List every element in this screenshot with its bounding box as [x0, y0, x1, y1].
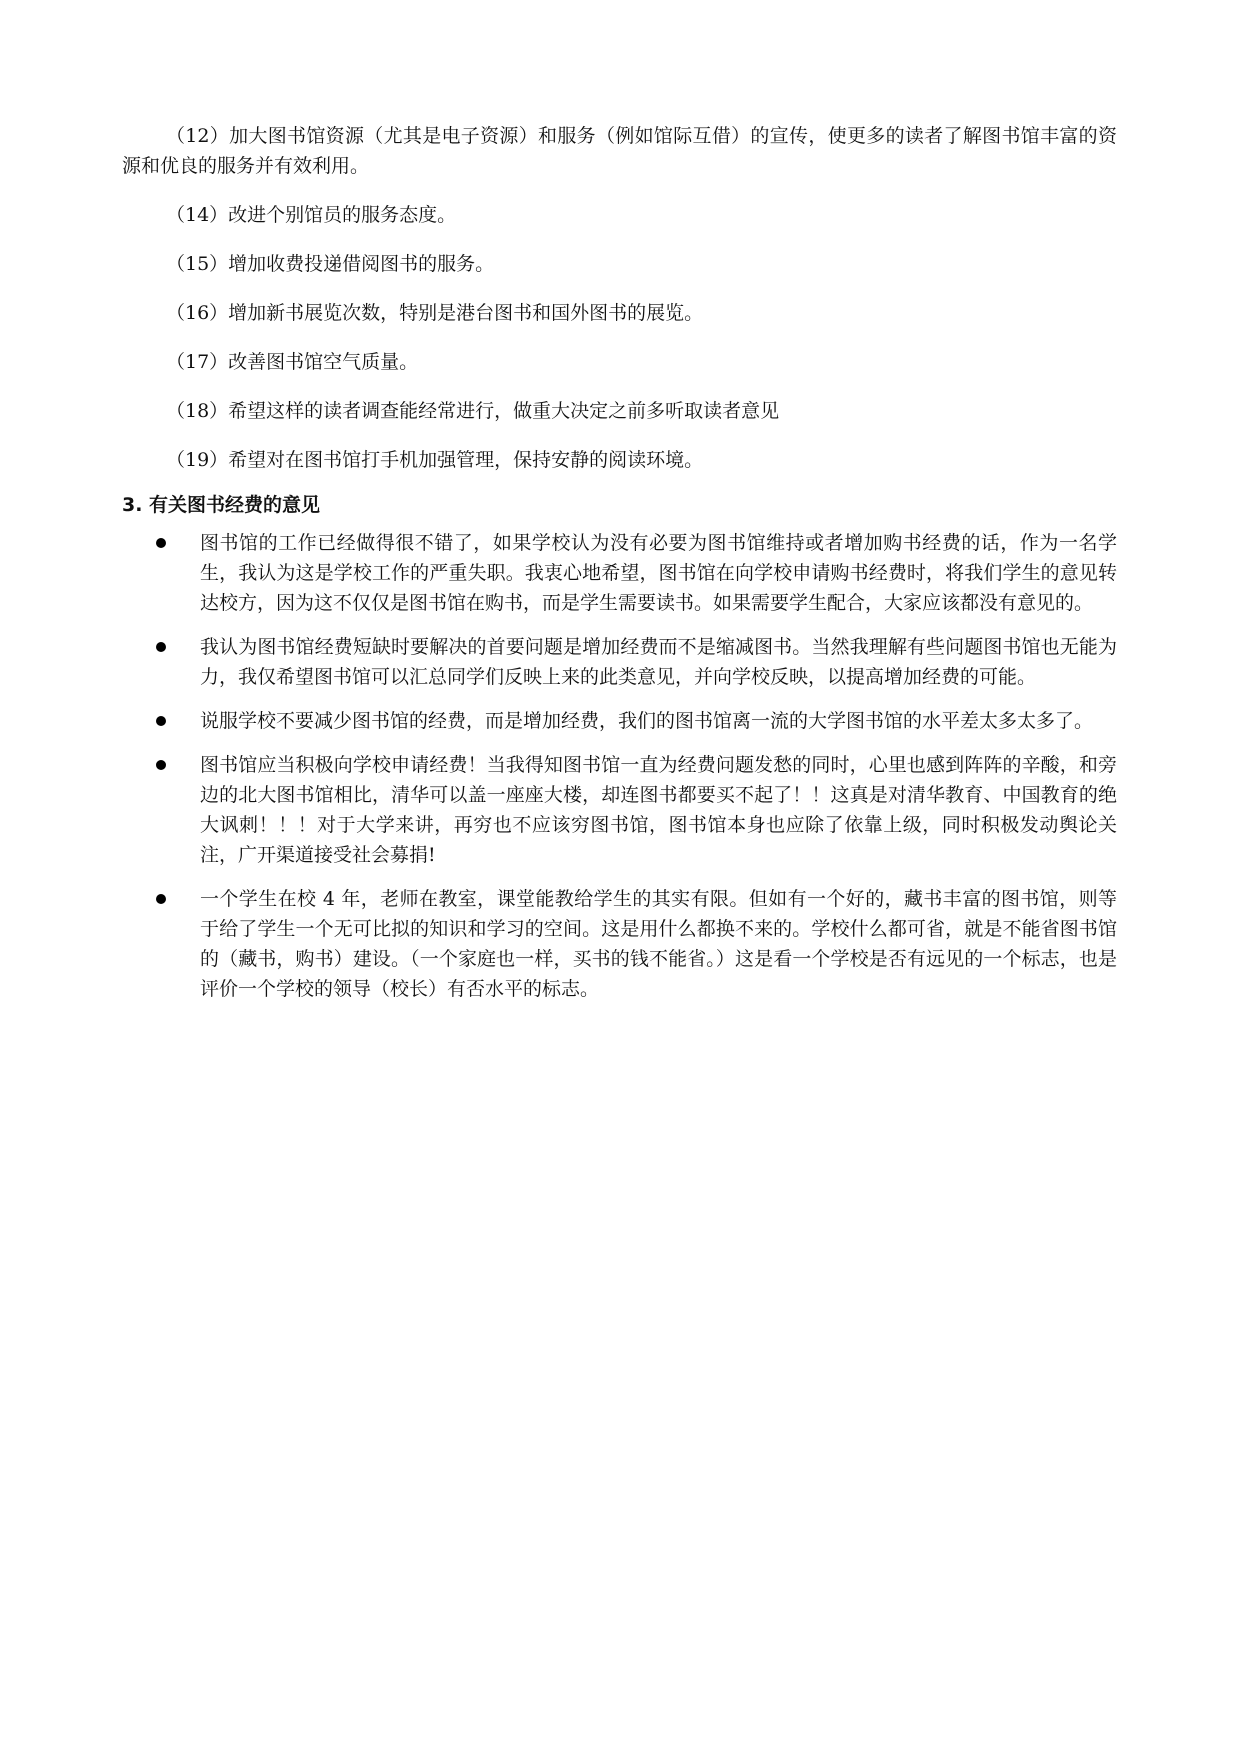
list-item	[122, 706, 1117, 736]
list-item-text: 我认为图书馆经费短缺时要解决的首要问题是增加经费而不是缩减图书。当然我理解有些问题图书馆也无能为力，我仅希望图书馆可以汇总同学们反映上来的此类意见，并向学校反映，以提高增加经费的可能。	[200, 636, 1117, 688]
suggestion-17: （17）改善图书馆空气质量。	[166, 351, 419, 373]
suggestion-18: （18）希望这样的读者调查能经常进行，做重大决定之前多听取读者意见	[166, 400, 780, 422]
bullet-icon	[156, 894, 166, 904]
list-item	[122, 632, 1117, 692]
list-item-text: 图书馆应当积极向学校申请经费！当我得知图书馆一直为经费问题发愁的同时，心里也感到阵阵的辛酸，和旁边的北大图书馆相比，清华可以盖一座座大楼，却连图书都要买不起了！！这真是对清华教育、中国教育的绝大讽刺！！！对于大学来讲，再穷也不应该穷图书馆，图书馆本身也应除了依靠上级，同时积极发动舆论关注，广开渠道接受社会募捐!	[200, 754, 1117, 866]
list-item	[122, 528, 1117, 618]
list-item-text: 图书馆的工作已经做得很不错了，如果学校认为没有必要为图书馆维持或者增加购书经费的话，作为一名学生，我认为这是学校工作的严重失职。我衷心地希望，图书馆在向学校申请购书经费时，将我们学生的意见转达校方，因为这不仅仅是图书馆在购书，而是学生需要读书。如果需要学生配合，大家应该都没有意见的。	[200, 532, 1117, 614]
suggestion-19: （19）希望对在图书馆打手机加强管理，保持安静的阅读环境。	[166, 449, 704, 471]
list-item	[122, 750, 1117, 870]
suggestion-12: （12）加大图书馆资源（尤其是电子资源）和服务（例如馆际互借）的宣传，使更多的读者了解图书馆丰富的资源和优良的服务并有效利用。	[122, 125, 1117, 177]
suggestion-14: （14）改进个别馆员的服务态度。	[166, 204, 457, 226]
list-item	[122, 884, 1117, 1004]
bullet-icon	[156, 642, 166, 652]
suggestion-15: （15）增加收费投递借阅图书的服务。	[166, 253, 495, 275]
bullet-icon	[156, 760, 166, 770]
bullet-list	[122, 528, 1117, 1004]
section-heading: 3. 有关图书经费的意见	[122, 494, 321, 516]
bullet-icon	[156, 538, 166, 548]
suggestion-16: （16）增加新书展览次数，特别是港台图书和国外图书的展览。	[166, 302, 704, 324]
bullet-icon	[156, 716, 166, 726]
list-item-text: 说服学校不要减少图书馆的经费，而是增加经费，我们的图书馆离一流的大学图书馆的水平差太多太多了。	[200, 710, 1094, 732]
list-item-text: 一个学生在校 4 年，老师在教室，课堂能教给学生的其实有限。但如有一个好的，藏书丰富的图书馆，则等于给了学生一个无可比拟的知识和学习的空间。这是用什么都换不来的。学校什么都可省，就是不能省图书馆的（藏书，购书）建设。（一个家庭也一样，买书的钱不能省。）这是看一个学校是否有远见的一个标志，也是评价一个学校的领导（校长）有否水平的标志。	[200, 888, 1117, 1000]
page-content	[122, 121, 1117, 1018]
